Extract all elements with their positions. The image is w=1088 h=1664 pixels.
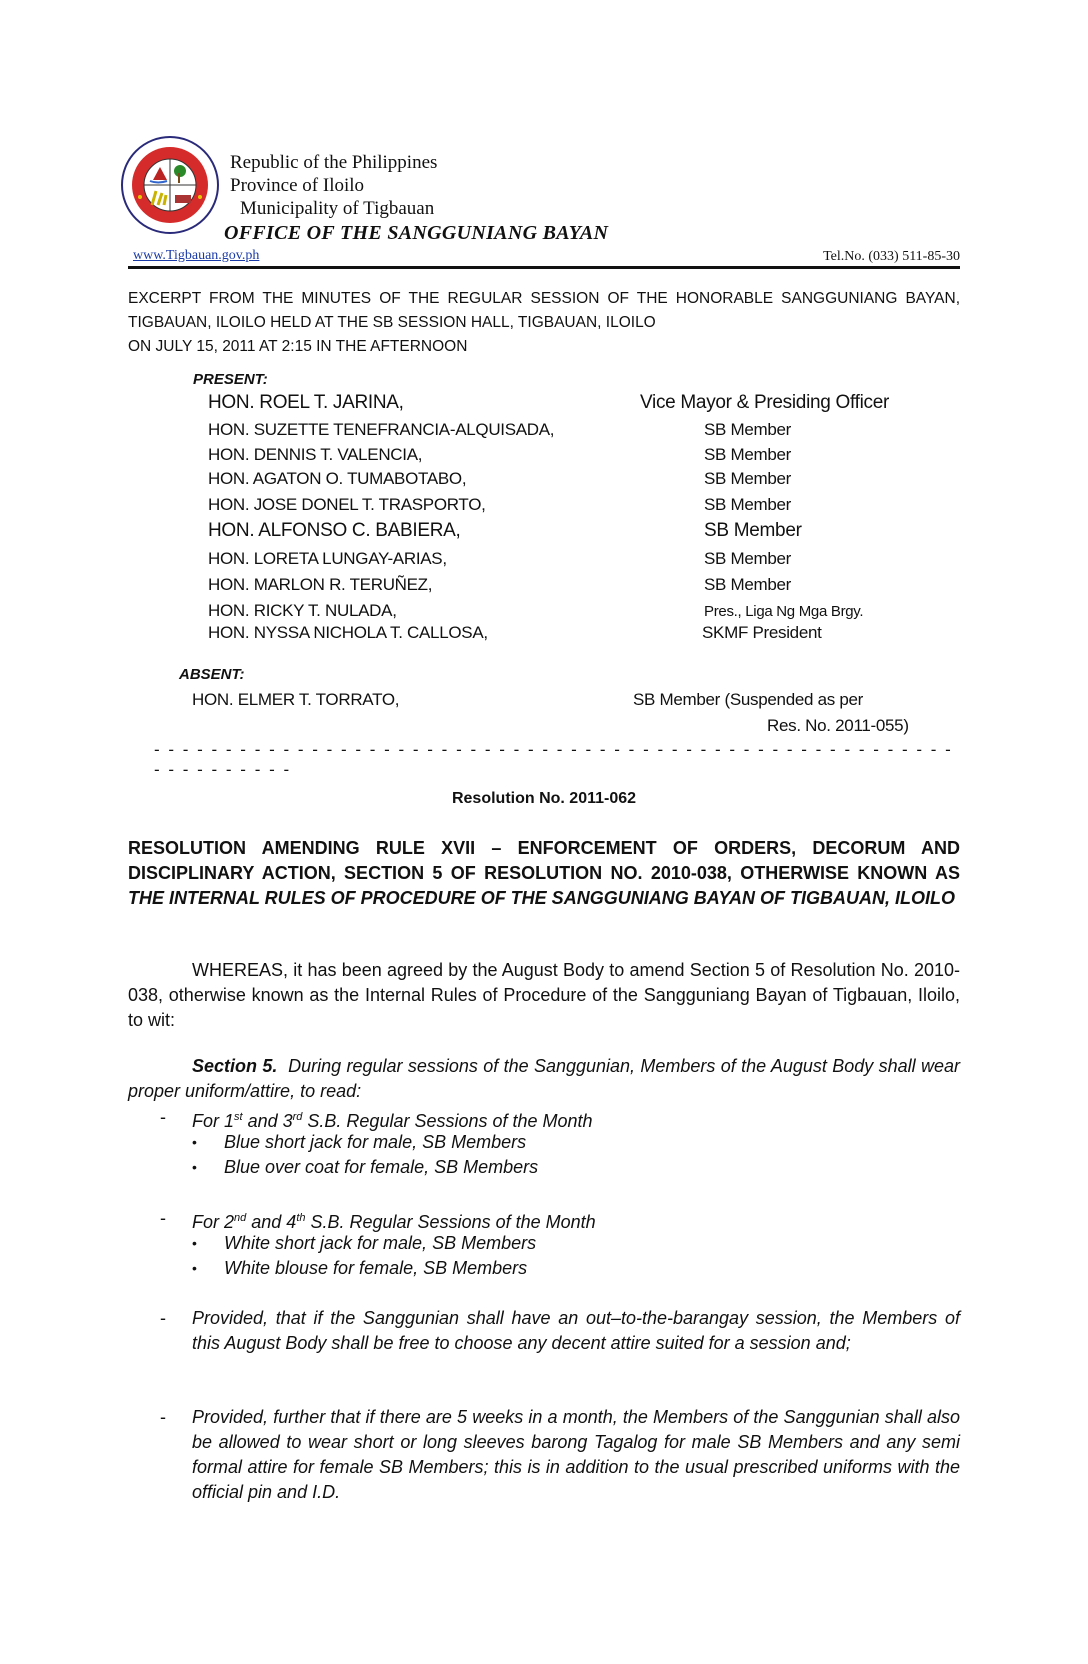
letterhead-province: Province of Iloilo — [230, 175, 365, 196]
bullet-text: White short jack for male, SB Members — [224, 1233, 537, 1253]
group-text: S.B. Regular Sessions of the Month — [305, 1212, 596, 1232]
ordinal-suffix: rd — [292, 1111, 303, 1123]
group-text: and 3 — [242, 1111, 293, 1131]
dash-marker: - — [160, 1407, 166, 1427]
bullet-icon: • — [192, 1134, 197, 1150]
present-role: SB Member — [704, 520, 802, 541]
resolution-title — [128, 836, 960, 911]
present-name: HON. ROEL T. JARINA, — [208, 392, 404, 413]
dashed-separator: - - - - - - - - - - - - - - - - - - - - - - - - - - - - - - - - - - - - - - - - - - - - - - - - - - - - - - - - - - - - - - - - - - — [154, 740, 953, 779]
group-text: For 2 — [192, 1212, 235, 1232]
present-name: HON. LORETA LUNGAY-ARIAS, — [208, 549, 447, 568]
dash-marker: - — [160, 1208, 166, 1228]
proviso-1 — [160, 1306, 960, 1356]
session-group-1 — [160, 1105, 960, 1130]
attire-bullet — [192, 1130, 952, 1155]
present-name: HON. ALFONSO C. BABIERA, — [208, 520, 461, 541]
bullet-icon: • — [192, 1235, 197, 1251]
letterhead-municipality: Municipality of Tigbauan — [240, 198, 435, 219]
present-role: SB Member — [704, 549, 792, 568]
present-name: HON. AGATON O. TUMABOTABO, — [208, 469, 467, 488]
dash-marker: - — [160, 1107, 166, 1127]
present-name: HON. RICKY T. NULADA, — [208, 601, 397, 620]
resolution-title-italic: THE INTERNAL RULES OF PROCEDURE OF THE SANGGUNIANG BAYAN OF TIGBAUAN, ILOILO — [128, 888, 956, 908]
session-group-2 — [160, 1206, 960, 1231]
present-role: SB Member — [704, 420, 792, 439]
group-text: and 4 — [246, 1212, 297, 1232]
excerpt-heading — [128, 287, 960, 359]
letterhead-republic: Republic of the Philippines — [230, 152, 438, 173]
ordinal-suffix: nd — [234, 1212, 247, 1224]
proviso-text: Provided, further that if there are 5 weeks in a month, the Members of the Sanggunian shall also be allowed to wear short or long sleeves barong Tagalog for male SB Members and any semi formal attire for female SB Members; this is in addition to the usual prescribed uniforms with the official pin and I.D. — [192, 1407, 960, 1502]
letterhead-office: OFFICE OF THE SANGGUNIANG BAYAN — [224, 222, 609, 244]
absent-label: ABSENT: — [179, 666, 245, 683]
present-role: SB Member — [704, 575, 792, 594]
attire-bullet — [192, 1231, 952, 1256]
present-name: HON. SUZETTE TENEFRANCIA-ALQUISADA, — [208, 420, 555, 439]
attire-bullet — [192, 1155, 952, 1180]
present-role: SB Member — [704, 495, 792, 514]
section-label: Section 5. — [192, 1056, 278, 1076]
excerpt-line-2: ON JULY 15, 2011 AT 2:15 IN THE AFTERNOON — [128, 338, 468, 355]
absent-role-continued: Res. No. 2011-055) — [767, 716, 909, 735]
bullet-text: White blouse for female, SB Members — [224, 1258, 528, 1278]
present-name: HON. DENNIS T. VALENCIA, — [208, 445, 423, 464]
bullet-icon: • — [192, 1159, 197, 1175]
proviso-2 — [160, 1405, 960, 1505]
excerpt-line-1: EXCERPT FROM THE MINUTES OF THE REGULAR SESSION OF THE HONORABLE SANGGUNIANG BAYAN, TIGBAUAN, ILOILO HELD AT THE SB SESSION HALL, TIGBAUAN, ILOILO — [128, 290, 960, 331]
dash-marker: - — [160, 1308, 166, 1328]
group-text: S.B. Regular Sessions of the Month — [302, 1111, 593, 1131]
proviso-text: Provided, that if the Sanggunian shall have an out–to-the-barangay session, the Members of this August Body shall be free to choose any decent attire suited for a session and; — [192, 1308, 960, 1353]
resolution-number: Resolution No. 2011-062 — [451, 790, 637, 807]
resolution-title-plain: RESOLUTION AMENDING RULE XVII – ENFORCEMENT OF ORDERS, DECORUM AND DISCIPLINARY ACTION, SECTION 5 OF RESOLUTION NO. 2010-038, OTHERWISE KNOWN AS — [128, 838, 960, 883]
whereas-paragraph: WHEREAS, it has been agreed by the August Body to amend Section 5 of Resolution No. 2010-038, otherwise known as the Internal Rules of Procedure of the Sangguniang Bayan of Tigbauan, Iloilo, to wit: — [128, 960, 960, 1030]
section-paragraph — [128, 1054, 960, 1104]
telephone-number: Tel.No. (033) 511-85-30 — [823, 249, 960, 264]
absent-name: HON. ELMER T. TORRATO, — [192, 690, 400, 709]
ordinal-suffix: st — [234, 1111, 243, 1123]
present-name: HON. JOSE DONEL T. TRASPORTO, — [208, 495, 486, 514]
present-role: Vice Mayor & Presiding Officer — [640, 392, 890, 413]
bullet-text: Blue short jack for male, SB Members — [224, 1132, 527, 1152]
present-role: SKMF President — [702, 623, 822, 642]
section-text: During regular sessions of the Sanggunian, Members of the August Body shall wear proper uniform/attire, to read: — [128, 1056, 960, 1101]
attire-bullet — [192, 1256, 952, 1281]
absent-role: SB Member (Suspended as per — [633, 690, 864, 709]
present-role: SB Member — [704, 469, 792, 488]
municipal-seal-logo — [120, 135, 220, 235]
bullet-icon: • — [192, 1260, 197, 1276]
group-text: For 1 — [192, 1111, 235, 1131]
present-role: SB Member — [704, 445, 792, 464]
website-link[interactable]: www.Tigbauan.gov.ph — [133, 248, 260, 263]
header-rule — [128, 266, 960, 269]
present-role: Pres., Liga Ng Mga Brgy. — [704, 603, 864, 620]
bullet-text: Blue over coat for female, SB Members — [224, 1157, 539, 1177]
present-name: HON. NYSSA NICHOLA T. CALLOSA, — [208, 623, 488, 642]
present-name: HON. MARLON R. TERUÑEZ, — [208, 575, 433, 594]
ordinal-suffix: th — [296, 1212, 306, 1224]
present-label: PRESENT: — [193, 371, 268, 388]
